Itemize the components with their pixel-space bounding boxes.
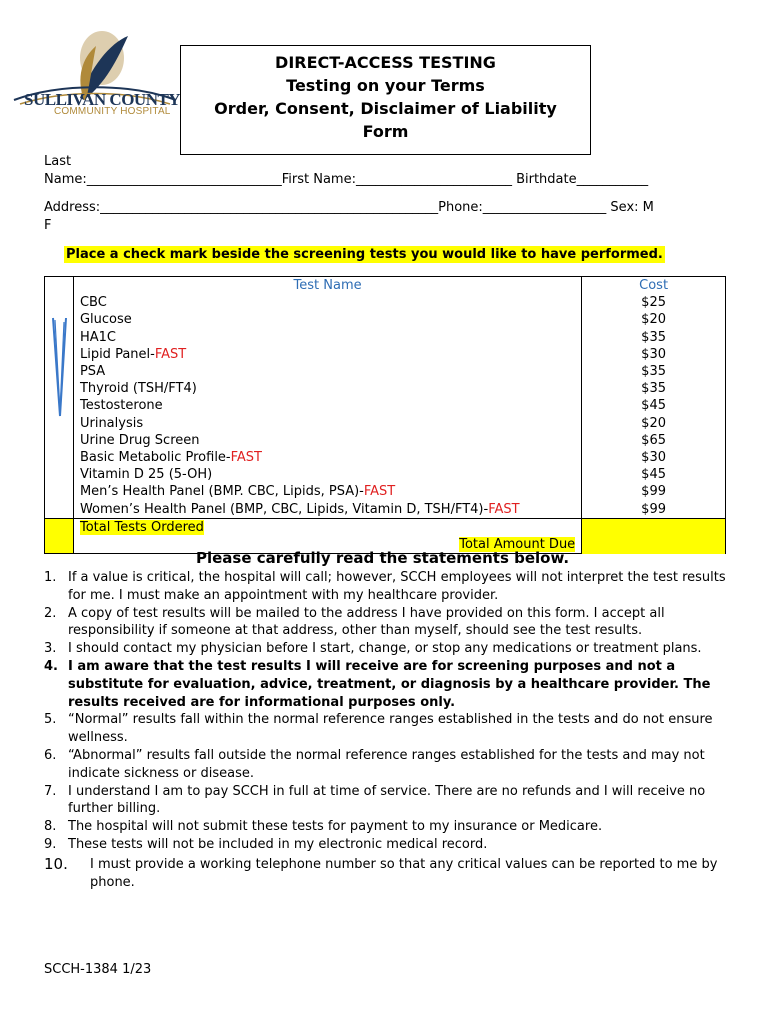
test-cost: $20 xyxy=(582,311,726,328)
test-name xyxy=(73,311,581,328)
statement-number: 7. xyxy=(44,783,57,799)
statement-number: 5. xyxy=(44,712,57,728)
title-line-2: Testing on your Terms xyxy=(286,76,485,95)
test-cost: $65 xyxy=(582,432,726,449)
logo-name: SULLIVAN COUNTY xyxy=(24,90,181,109)
statement-item xyxy=(44,658,734,711)
total-amount-label: Total Amount Due xyxy=(73,536,581,554)
instruction-text: Place a check mark beside the screening tests you would like to have performed. xyxy=(66,247,663,262)
statements-title: Please carefully read the statements below. xyxy=(196,549,570,567)
total-amount-cell[interactable] xyxy=(582,518,726,553)
test-name xyxy=(73,432,581,449)
cost-header: Cost xyxy=(582,277,726,295)
test-name-text: Thyroid (TSH/FT4) xyxy=(79,381,197,397)
statement-item xyxy=(44,747,734,783)
test-name-header: Test Name xyxy=(73,277,581,295)
statement-text: “Abnormal” results fall outside the normal reference ranges established for the tests and may not indicate sickness or disease. xyxy=(68,747,705,781)
test-name-text: Urinalysis xyxy=(79,415,144,431)
test-cost: $35 xyxy=(582,380,726,397)
statement-item xyxy=(44,836,734,854)
statement-text: I must provide a working telephone number so that any critical values can be reported to me by phone. xyxy=(90,856,718,890)
test-cost: $20 xyxy=(582,415,726,432)
table-row xyxy=(45,311,726,328)
test-name-text: Women’s Health Panel (BMP, CBC, Lipids, Vitamin D, TSH/FT4)- xyxy=(79,501,489,517)
checkbox-cell[interactable] xyxy=(45,432,74,449)
statement-text: I understand I am to pay SCCH in full at time of service. There are no refunds and I will receive no further billing. xyxy=(68,783,706,817)
test-name-text: Vitamin D 25 (5-OH) xyxy=(79,467,213,483)
test-cost: $30 xyxy=(582,346,726,363)
table-header-row xyxy=(45,277,726,295)
name-fields[interactable]: Name:______________________________First Name:________________________ Birthdate___________ xyxy=(44,172,649,187)
test-name xyxy=(73,397,581,414)
test-name xyxy=(73,380,581,397)
statement-item xyxy=(44,569,734,605)
test-name-text: Testosterone xyxy=(79,398,163,414)
statement-number: 4. xyxy=(44,658,58,674)
test-name xyxy=(73,363,581,380)
statement-text: These tests will not be included in my electronic medical record. xyxy=(68,836,488,852)
form-code: SCCH-1384 1/23 xyxy=(44,962,152,977)
last-name-label: Last xyxy=(44,154,72,169)
table-row xyxy=(45,483,726,500)
fast-label: FAST xyxy=(230,450,262,466)
test-name-text: Glucose xyxy=(79,312,132,328)
total-tests-row xyxy=(45,518,726,536)
test-name-text: HA1C xyxy=(79,329,116,345)
tests-table xyxy=(44,276,726,554)
fast-label: FAST xyxy=(154,346,187,362)
test-cost: $45 xyxy=(582,466,726,483)
table-row xyxy=(45,501,726,519)
test-name-text: Basic Metabolic Profile- xyxy=(79,450,231,466)
title-line-3: Order, Consent, Disclaimer of Liability xyxy=(214,99,557,118)
table-row xyxy=(45,449,726,466)
table-row xyxy=(45,397,726,414)
statement-text: I should contact my physician before I start, change, or stop any medications or treatment plans. xyxy=(68,641,702,657)
check-column-header xyxy=(45,277,74,295)
statement-text: “Normal” results fall within the normal reference ranges established in the tests and do not ensure wellness. xyxy=(68,712,713,746)
test-cost: $35 xyxy=(582,329,726,346)
test-cost: $25 xyxy=(582,294,726,311)
title-line-4: Form xyxy=(362,122,409,141)
statement-number: 1. xyxy=(44,570,57,585)
test-cost: $35 xyxy=(582,363,726,380)
table-row xyxy=(45,294,726,311)
statement-text: If a value is critical, the hospital will call; however, SCCH employees will not interpret the test results for me. I must make an appointment with my healthcare provider. xyxy=(68,570,726,603)
table-row xyxy=(45,346,726,363)
fast-label: FAST xyxy=(488,501,520,517)
test-name xyxy=(73,294,581,311)
total-amount-check-cell xyxy=(45,536,74,554)
total-tests-cell xyxy=(45,518,74,536)
total-tests-label: Total Tests Ordered xyxy=(73,518,581,536)
statement-text: A copy of test results will be mailed to the address I have provided on this form. I accept all responsibility if someone at that address, other than myself, should see the test results. xyxy=(68,605,665,639)
table-row xyxy=(45,415,726,432)
test-name-text: Men’s Health Panel (BMP. CBC, Lipids, PSA)- xyxy=(79,484,364,500)
test-name xyxy=(73,501,581,519)
fast-label: FAST xyxy=(363,484,396,500)
test-cost: $45 xyxy=(582,397,726,414)
statement-number: 6. xyxy=(44,747,57,763)
statement-item xyxy=(44,711,734,747)
statement-number: 8. xyxy=(44,819,57,835)
table-row xyxy=(45,432,726,449)
statement-number: 2. xyxy=(44,605,57,621)
statement-text: The hospital will not submit these tests for payment to my insurance or Medicare. xyxy=(68,819,603,835)
statement-number: 3. xyxy=(44,641,57,657)
checkbox-cell[interactable] xyxy=(45,466,74,483)
test-name xyxy=(73,346,581,363)
statement-item xyxy=(44,605,734,641)
statement-item xyxy=(44,783,734,819)
checkbox-cell[interactable] xyxy=(45,449,74,466)
test-name-text: Lipid Panel- xyxy=(79,346,155,362)
logo-subtitle: COMMUNITY HOSPITAL xyxy=(54,106,171,117)
test-name-text: PSA xyxy=(79,364,106,380)
address-fields[interactable]: Address:____________________________________________________Phone:___________________ Sex: M xyxy=(44,200,654,215)
test-cost: $30 xyxy=(582,449,726,466)
test-cost: $99 xyxy=(582,483,726,500)
form-title xyxy=(180,45,591,155)
test-name xyxy=(73,449,581,466)
table-row xyxy=(45,329,726,346)
statement-number: 9. xyxy=(44,836,57,852)
title-line-1: DIRECT-ACCESS TESTING xyxy=(275,53,496,72)
statement-item xyxy=(44,640,734,658)
test-name xyxy=(73,483,581,500)
checkbox-cell[interactable] xyxy=(45,483,74,500)
checkmark-icon xyxy=(50,316,70,418)
statement-text: I am aware that the test results I will receive are for screening purposes and not a substitute for evaluation, advice, treatment, or diagnosis by a healthcare provider. The results received are for informational purposes only. xyxy=(68,658,711,710)
table-row xyxy=(45,363,726,380)
sex-f-option[interactable]: F xyxy=(44,218,52,233)
statement-number: 10. xyxy=(44,854,68,873)
test-name-text: CBC xyxy=(79,295,107,311)
test-name xyxy=(73,329,581,346)
checkbox-cell[interactable] xyxy=(45,294,74,311)
statements-list xyxy=(44,569,734,891)
test-name-text: Urine Drug Screen xyxy=(79,432,200,448)
checkbox-cell[interactable] xyxy=(45,501,74,519)
test-name xyxy=(73,415,581,432)
table-row xyxy=(45,466,726,483)
test-cost: $99 xyxy=(582,501,726,519)
statement-item xyxy=(44,856,734,892)
statement-item xyxy=(44,818,734,836)
test-name xyxy=(73,466,581,483)
table-row xyxy=(45,380,726,397)
